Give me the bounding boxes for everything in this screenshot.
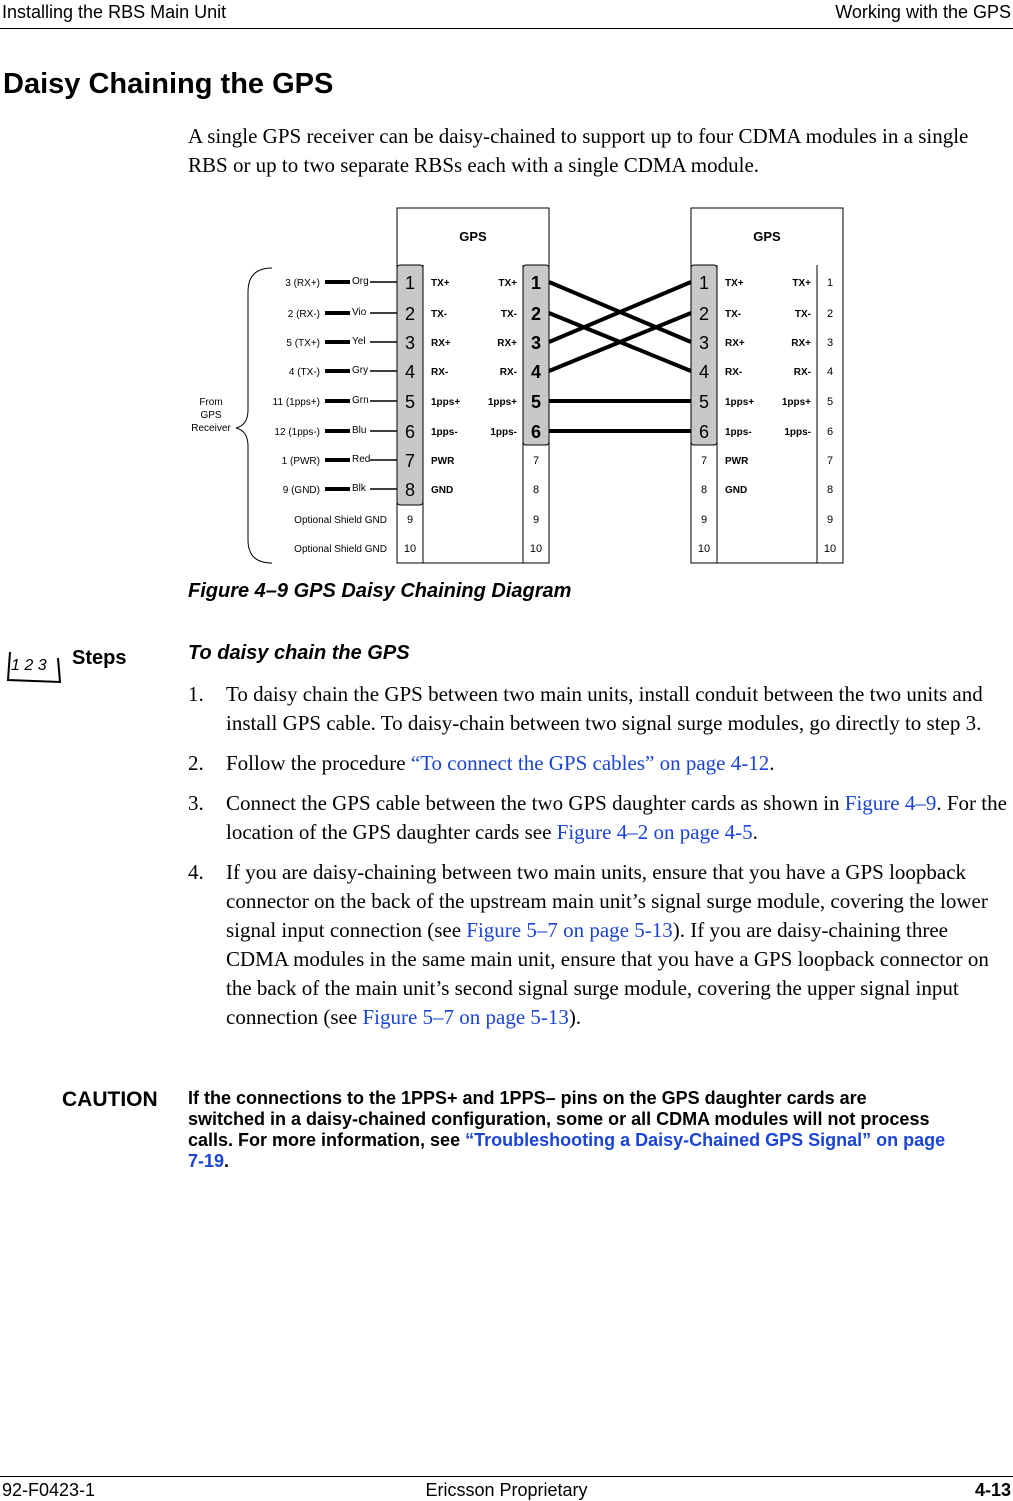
gps-left-title: GPS bbox=[459, 229, 487, 244]
signal-label: 1pps- bbox=[784, 427, 811, 438]
signal-label: RX- bbox=[725, 367, 743, 378]
pin-number: 10 bbox=[403, 543, 417, 555]
shield-gnd-label: Optional Shield GND bbox=[294, 544, 387, 555]
pin-number: 1 bbox=[530, 273, 542, 293]
signal-label: RX- bbox=[499, 367, 517, 378]
signal-label: TX- bbox=[725, 309, 742, 320]
pin-number: 1 bbox=[826, 277, 834, 289]
receiver-pin-label: 4 (TX-) bbox=[288, 367, 320, 378]
signal-label: PWR bbox=[725, 456, 749, 467]
receiver-pin-label: 2 (RX-) bbox=[287, 309, 320, 320]
step-item bbox=[188, 680, 1013, 738]
pin-number: 1 bbox=[698, 273, 710, 293]
step-item bbox=[188, 858, 1013, 1032]
pin-number: 8 bbox=[826, 484, 834, 496]
signal-label: 1pps- bbox=[490, 427, 517, 438]
pin-number: 3 bbox=[826, 337, 834, 349]
pin-number: 4 bbox=[530, 362, 542, 382]
link-figure-4-2[interactable]: Figure 4–2 on page 4-5 bbox=[556, 820, 753, 844]
step-text: If you are daisy-chaining between two main units, ensure that you have a GPS loopback connector on the back of the upstream main unit’s signal surge module, covering the lower signal input connection (see bbox=[226, 860, 988, 942]
gps-daisy-chain-diagram bbox=[0, 195, 1013, 575]
pin-number: 6 bbox=[404, 422, 416, 442]
page-footer bbox=[0, 1476, 1013, 1501]
pin-number: 2 bbox=[698, 304, 710, 324]
header-chapter: Installing the RBS Main Unit bbox=[2, 2, 227, 22]
procedure-title: To daisy chain the GPS bbox=[188, 642, 410, 664]
caution-label: CAUTION bbox=[62, 1088, 158, 1111]
signal-label: 1pps+ bbox=[781, 397, 811, 408]
signal-label: RX- bbox=[793, 367, 811, 378]
step-text-mid: ). If you are daisy-chaining three CDMA modules in the same main unit, ensure that you have a GPS loopback connector on the back of the main unit’s second signal surge module, covering the upper signal input connection (see bbox=[226, 918, 989, 1029]
pin-number: 8 bbox=[404, 480, 416, 500]
pin-number: 3 bbox=[404, 333, 416, 353]
step-text-end: . bbox=[769, 751, 775, 775]
pin-number: 3 bbox=[698, 333, 710, 353]
section-title: Daisy Chaining the GPS bbox=[3, 68, 334, 100]
pin-number: 1 bbox=[404, 273, 416, 293]
wire-color-label: Blk bbox=[352, 483, 366, 494]
signal-label: TX+ bbox=[431, 278, 450, 289]
pin-number: 9 bbox=[406, 514, 414, 526]
signal-label: 1pps- bbox=[431, 427, 458, 438]
pin-number: 7 bbox=[700, 455, 708, 467]
signal-label: PWR bbox=[431, 456, 455, 467]
wire-color-label: Blu bbox=[352, 425, 367, 436]
signal-label: RX+ bbox=[431, 338, 451, 349]
signal-label: TX- bbox=[794, 309, 811, 320]
caution-body: If the connections to the 1PPS+ and 1PPS– pins on the GPS daughter cards are switched in a daisy-chained configuration, some or all CDMA modules will not process calls. For more information, see bbox=[188, 1088, 930, 1150]
shield-gnd-label: Optional Shield GND bbox=[294, 515, 387, 526]
step-text-end: . bbox=[752, 820, 758, 844]
steps-icon bbox=[2, 646, 62, 686]
signal-label: TX+ bbox=[498, 278, 517, 289]
wire-color-label: Grn bbox=[352, 395, 369, 406]
step-item bbox=[188, 789, 1013, 847]
pin-number: 6 bbox=[698, 422, 710, 442]
step-text-mid: . For the location of the GPS daughter cards see bbox=[226, 791, 1007, 844]
pin-number: 9 bbox=[700, 514, 708, 526]
wire-color-label: Gry bbox=[352, 365, 369, 376]
steps-list bbox=[188, 680, 1013, 1043]
pin-number: 3 bbox=[530, 333, 542, 353]
footer-page-number: 4-13 bbox=[974, 1480, 1011, 1500]
wire-color-label: Vio bbox=[352, 307, 367, 318]
step-text: Connect the GPS cable between the two GPS daughter cards as shown in bbox=[226, 791, 845, 815]
from-gps-receiver-label: From bbox=[199, 397, 223, 408]
signal-label: GND bbox=[431, 485, 454, 496]
signal-label: TX+ bbox=[792, 278, 811, 289]
pin-number: 8 bbox=[700, 484, 708, 496]
step-number: 3. bbox=[188, 791, 204, 815]
caution-end: . bbox=[224, 1151, 230, 1171]
step-number: 1. bbox=[188, 682, 204, 706]
signal-label: RX+ bbox=[791, 338, 811, 349]
step-text: To daisy chain the GPS between two main units, install conduit between the two units and install GPS cable. To daisy-chain between two signal surge modules, go directly to step 3. bbox=[226, 682, 983, 735]
signal-label: 1pps+ bbox=[431, 397, 461, 408]
pin-number: 9 bbox=[532, 514, 540, 526]
wire-color-label: Yel bbox=[352, 336, 366, 347]
signal-label: TX- bbox=[500, 309, 517, 320]
pin-number: 6 bbox=[826, 426, 834, 438]
pin-number: 9 bbox=[826, 514, 834, 526]
footer-doc-number: 92-F0423-1 bbox=[2, 1480, 96, 1500]
pin-number: 5 bbox=[530, 392, 542, 412]
pin-number: 2 bbox=[826, 308, 834, 320]
pin-number: 7 bbox=[826, 455, 834, 467]
link-troubleshooting[interactable]: “Troubleshooting a Daisy-Chained GPS Signal” on page 7-19 bbox=[188, 1130, 946, 1171]
pin-number: 10 bbox=[697, 543, 711, 555]
signal-label: TX+ bbox=[725, 278, 744, 289]
receiver-pin-label: 3 (RX+) bbox=[285, 278, 320, 289]
link-figure-5-7-second[interactable]: Figure 5–7 on page 5-13 bbox=[362, 1005, 569, 1029]
pin-number: 4 bbox=[404, 362, 416, 382]
pin-number: 5 bbox=[404, 392, 416, 412]
pin-number: 10 bbox=[823, 543, 837, 555]
step-number: 2. bbox=[188, 751, 204, 775]
signal-label: GND bbox=[725, 485, 748, 496]
receiver-pin-label: 9 (GND) bbox=[282, 485, 320, 496]
diagram-canvas bbox=[0, 195, 1013, 575]
pin-number: 10 bbox=[529, 543, 543, 555]
link-connect-gps-cables[interactable]: “To connect the GPS cables” on page 4-12 bbox=[410, 751, 770, 775]
pin-number: 8 bbox=[532, 484, 540, 496]
receiver-brace bbox=[236, 268, 272, 563]
wire-color-label: Org bbox=[352, 276, 369, 287]
pin-number: 5 bbox=[698, 392, 710, 412]
signal-label: TX- bbox=[431, 309, 448, 320]
signal-label: 1pps+ bbox=[725, 397, 755, 408]
receiver-pin-label: 11 (1pps+) bbox=[272, 397, 320, 408]
footer-proprietary: Ericsson Proprietary bbox=[425, 1480, 588, 1500]
pin-number: 4 bbox=[698, 362, 710, 382]
steps-icon-text: 1 2 3 bbox=[11, 657, 47, 674]
pin-number: 4 bbox=[826, 366, 834, 378]
pin-number: 7 bbox=[532, 455, 540, 467]
intro-paragraph: A single GPS receiver can be daisy-chained to support up to four CDMA modules in a single RBS or up to two separate RBSs each with a single CDMA module. bbox=[188, 124, 969, 177]
signal-label: RX- bbox=[431, 367, 449, 378]
link-figure-5-7[interactable]: Figure 5–7 on page 5-13 bbox=[466, 918, 673, 942]
signal-label: 1pps+ bbox=[487, 397, 517, 408]
gps-right-title: GPS bbox=[753, 229, 781, 244]
pin-number: 7 bbox=[404, 451, 416, 471]
steps-label: Steps bbox=[72, 647, 127, 669]
step-item bbox=[188, 749, 1013, 778]
step-number: 4. bbox=[188, 860, 204, 884]
pin-number: 2 bbox=[404, 304, 416, 324]
receiver-pin-label: 1 (PWR) bbox=[281, 456, 320, 467]
pin-number: 5 bbox=[826, 396, 834, 408]
figure-caption: Figure 4–9 GPS Daisy Chaining Diagram bbox=[188, 580, 572, 602]
from-gps-receiver-label: GPS bbox=[200, 410, 222, 421]
pin-number: 6 bbox=[530, 422, 542, 442]
header-section: Working with the GPS bbox=[835, 2, 1011, 22]
wire-color-label: Red bbox=[352, 454, 371, 465]
link-figure-4-9[interactable]: Figure 4–9 bbox=[844, 791, 937, 815]
receiver-pin-label: 5 (TX+) bbox=[286, 338, 320, 349]
from-gps-receiver-label: Receiver bbox=[191, 423, 231, 434]
receiver-pin-label: 12 (1pps-) bbox=[274, 427, 320, 438]
step-text-end: ). bbox=[568, 1005, 582, 1029]
step-text: Follow the procedure bbox=[226, 751, 411, 775]
signal-label: RX+ bbox=[725, 338, 745, 349]
signal-label: 1pps- bbox=[725, 427, 752, 438]
caution-text bbox=[188, 1088, 948, 1172]
page-header bbox=[0, 0, 1013, 29]
pin-number: 2 bbox=[530, 304, 542, 324]
signal-label: RX+ bbox=[497, 338, 517, 349]
